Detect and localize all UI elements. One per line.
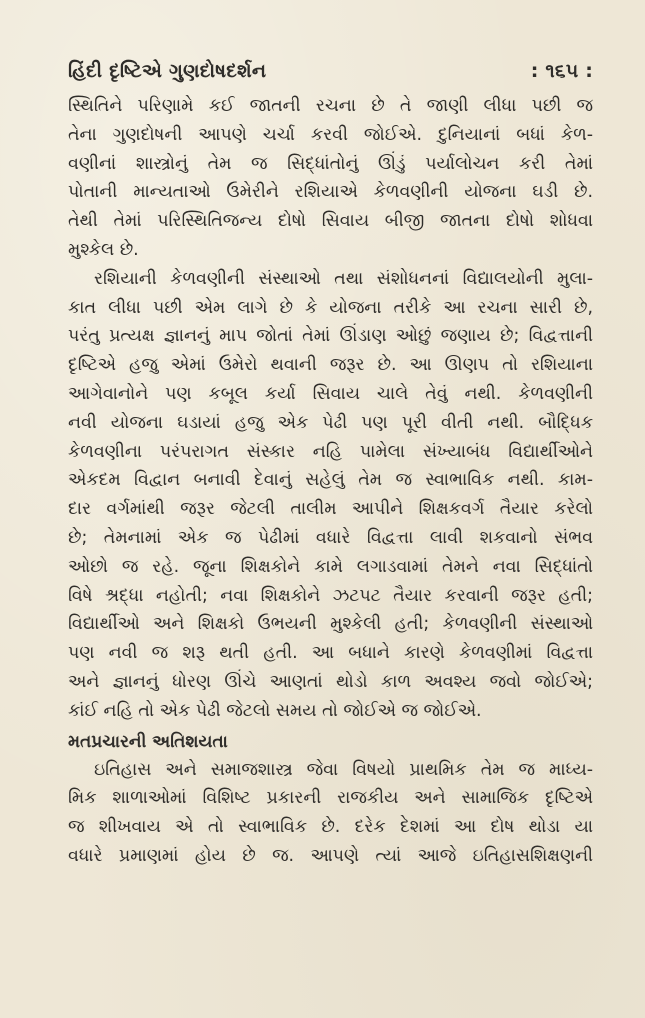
- text-line: કાત લીધા પછી એમ લાગે છે કે યોજના તરીકે આ રચના સારી છે,: [68, 297, 593, 318]
- text-line: નવી યોજના ઘડાયાં હજુ એક પેઢી પણ પૂરી વીતી નથી. બૌદ્ધિક: [68, 412, 593, 433]
- text-line: કાંઈ નહિ તો એક પેઢી જેટલો સમય તો જોઈએ જ જોઈએ.: [68, 700, 482, 721]
- text-line: પરંતુ પ્રત્યક્ષ જ્ઞાનનું માપ જોતાં તેમાં ઊંડાણ ઓછું જણાય છે; વિદ્વત્તાની: [68, 326, 593, 347]
- text-line: દૃષ્ટિએ હજુ એમાં ઉમેરો થવાની જરૂર છે. આ ઊણપ તો રશિયાના: [68, 355, 593, 376]
- text-line: દાર વર્ગમાંથી જરૂર જેટલી તાલીમ આપીને શિક્ષકવર્ગ તૈયાર કરેલો: [68, 499, 593, 520]
- text-line: વધારે પ્રમાણમાં હોય છે જ. આપણે ત્યાં આજે ઇતિહાસશિક્ષણની: [68, 845, 593, 866]
- text-line: એકદમ વિદ્વાન બનાવી દેવાનું સહેલું તેમ જ સ્વાભાવિક નથી. કામ-: [68, 470, 593, 491]
- text-line: છે; તેમનામાં એક જ પેઢીમાં વધારે વિદ્વત્તા લાવી શકવાનો સંભવ: [68, 527, 593, 548]
- running-head: [68, 60, 593, 82]
- text-line: વિષે શ્રદ્ધા નહોતી; નવા શિક્ષકોને ઝટપટ તૈયાર કરવાની જરૂર હતી;: [68, 585, 593, 606]
- text-line: વિદ્યાર્થીઓ અને શિક્ષકો ઉભયની મુશ્કેલી હતી; કેળવણીની સંસ્થાઓ: [68, 614, 593, 635]
- section-heading: મતપ્રચારની અતિશયતા: [68, 731, 228, 752]
- text-line: વણીનાં શાસ્ત્રોનું તેમ જ સિદ્ધાંતોનું ઊંડું પર્યાલોચન કરી તેમાં: [68, 153, 593, 174]
- page-number: : ૧૬૫ :: [530, 60, 593, 82]
- text-line: તેના ગુણદોષની આપણે ચર્ચા કરવી જોઈએ. દુનિયાનાં બધાં કેળ-: [68, 124, 593, 145]
- paragraph-3: [68, 756, 593, 871]
- text-line: પોતાની માન્યતાઓ ઉમેરીને રશિયાએ કેળવણીની યોજના ઘડી છે.: [68, 182, 593, 203]
- paragraph-1: [68, 92, 593, 265]
- text-line: અને જ્ઞાનનું ધોરણ ઊંચે આણતાં થોડો કાળ અવશ્ય જવો જોઈએ;: [68, 671, 593, 692]
- running-head-title: હિંદી દૃષ્ટિએ ગુણદોષદર્શન: [68, 60, 267, 82]
- text-line: જ શીખવાય એ તો સ્વાભાવિક છે. દરેક દેશમાં આ દોષ થોડા યા: [68, 817, 593, 838]
- text-line: ઇતિહાસ અને સમાજશાસ્ત્ર જેવા વિષયો પ્રાથમિક તેમ જ માધ્ય-: [94, 759, 593, 780]
- text-line: ઓછો જ રહે. જૂના શિક્ષકોને કામે લગાડવામાં તેમને નવા સિદ્ધાંતો: [68, 556, 593, 577]
- text-line: આગેવાનોને પણ કબૂલ કર્યા સિવાય ચાલે તેવું નથી. કેળવણીની: [68, 383, 593, 404]
- text-line: મુશ્કેલ છે.: [68, 239, 139, 260]
- paragraph-2: [68, 265, 593, 726]
- text-line: રશિયાની કેળવણીની સંસ્થાઓ તથા સંશોધનનાં વિદ્યાલયોની મુલા-: [94, 268, 593, 289]
- text-line: મિક શાળાઓમાં વિશિષ્ટ પ્રકારની રાજકીય અને સામાજિક દૃષ્ટિએ: [68, 788, 593, 809]
- text-line: પણ નવી જ શરૂ થતી હતી. આ બધાને કારણે કેળવણીમાં વિદ્વત્તા: [68, 643, 593, 664]
- text-line: સ્થિતિને પરિણામે કઈ જાતની રચના છે તે જાણી લીધા પછી જ: [68, 96, 593, 116]
- text-line: તેથી તેમાં પરિસ્થિતિજન્ય દોષો સિવાય બીજી જાતના દોષો શોધવા: [68, 211, 593, 232]
- text-line: કેળવણીના પરંપરાગત સંસ્કાર નહિ પામેલા સંખ્યાબંધ વિદ્યાર્થીઓને: [68, 441, 593, 462]
